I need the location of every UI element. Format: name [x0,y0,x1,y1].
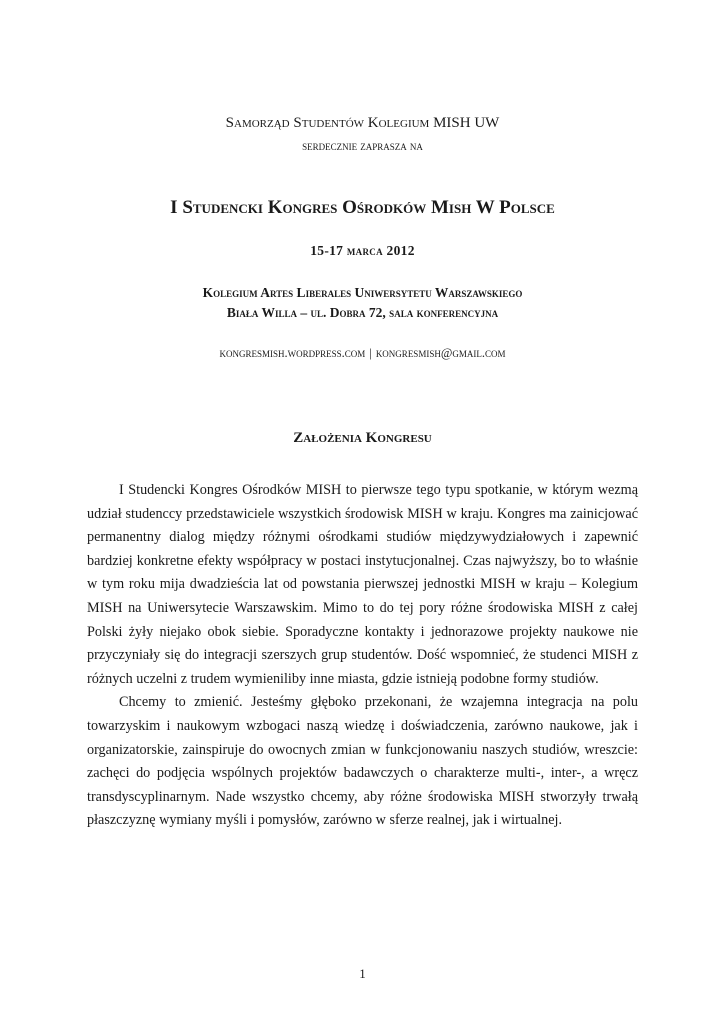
email-link[interactable]: kongresmish@gmail.com [375,346,506,360]
section-body [87,479,638,833]
invitation-line: serdecznie zaprasza na [302,139,423,153]
paragraph: I Studencki Kongres Ośrodków MISH to pierwsze tego typu spotkanie, w którym wezmą udział studenccy przedstawiciele wszystkich środowisk MISH w kraju. Kongres ma zainicjować permanentny dialog między różnymi ośrodkami studiów międzywydziałowych i zapewnić bardziej konkretne efekty współpracy w postaci instytucjonalnej. Czas najwyższy, bo to właśnie w tym roku mija dwadzieścia lat od powstania pierwszej jednostki MISH w kraju – Kolegium MISH na Uniwersytecie Warszawskim. Mimo to do tej pory różne środowiska MISH z całej Polski żyły niejako obok siebie. Sporadyczne kontakty i jednorazowe projekty naukowe nie przyczyniały się do integracji szerszych grup studentów. Dość wspomnieć, że studenci MISH z różnych uczelni z trudem wymieniliby inne miasta, gdzie istnieją podobne formy studiów. [87,482,638,687]
document-title: I Studencki Kongres Ośrodków Mish W Polsce [170,197,555,218]
section-heading: Założenia Kongresu [293,430,432,446]
venue-institution: Kolegium Artes Liberales Uniwersytetu Warszawskiego [202,285,523,300]
event-dates: 15-17 marca 2012 [310,243,415,258]
contact-separator: | [369,346,372,360]
contact-line [0,346,725,361]
website-link[interactable]: kongresmish.wordpress.com [219,346,366,360]
page-number: 1 [359,966,366,981]
organizer-line: Samorząd Studentów Kolegium MISH UW [225,115,500,131]
paragraph: Chcemy to zmienić. Jesteśmy głęboko przekonani, że wzajemna integracja na polu towarzyskim i naukowym wzbogaci naszą wiedzę i doświadczenia, zarówno naukowe, jak i organizatorskie, zainspiruje do owocnych zmian w funkcjonowaniu naszych studiów, wreszcie: zachęci do podjęcia wspólnych projektów badawczych o charakterze multi-, inter-, a wręcz transdyscyplinarnym. Nade wszystko chcemy, aby różne środowiska MISH stworzyły trwałą płaszczyznę wymiany myśli i pomysłów, zarówno w sferze realnej, jak i wirtualnej. [87,694,638,829]
venue-address: Biała Willa – ul. Dobra 72, sala konferencyjna [226,305,499,320]
